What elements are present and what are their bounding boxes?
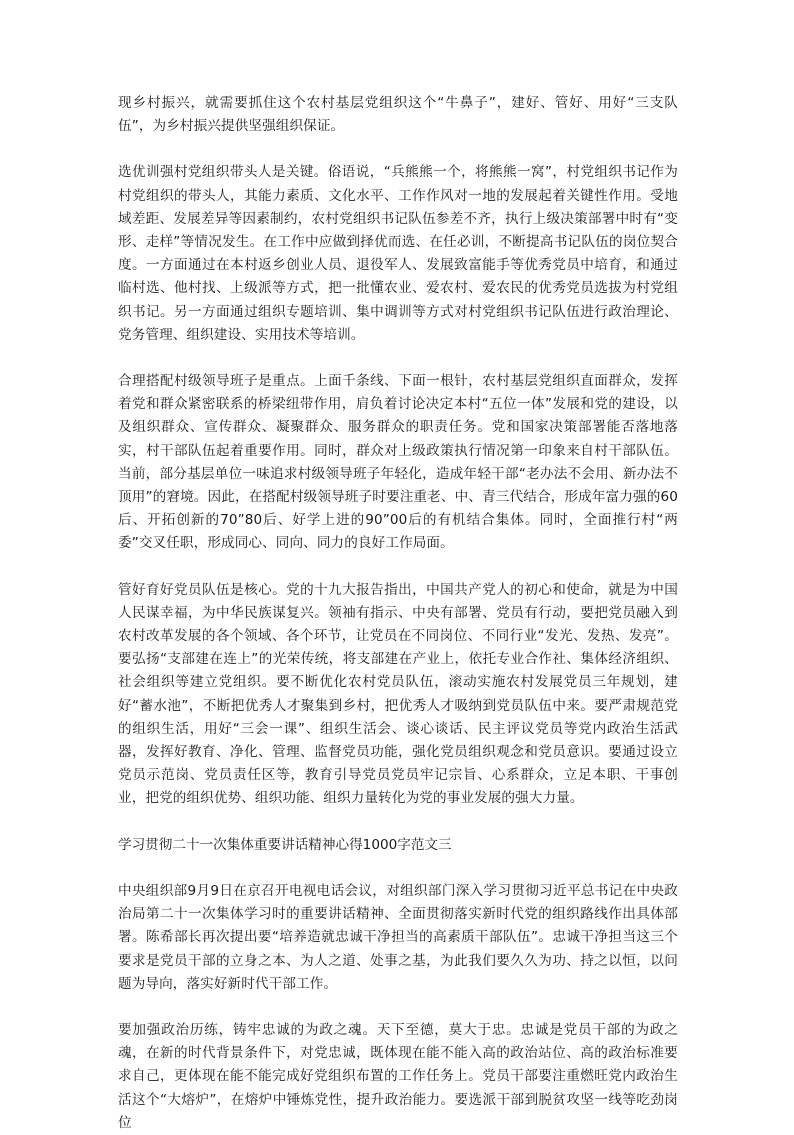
paragraph-party-members: 管好育好党员队伍是核心。党的十九大报告指出，中国共产党人的初心和使命，就是为中国人民谋幸福，为中华民族谋复兴。领袖有指示、中央有部署、党员有行动，要把党员融入到农村改革发展的各个领域、各个环节，让党员在不同岗位、不同行业“发光、发热、发亮”。要弘扬“支部建在连上”的光荣传统，将支部建在产业上，依托专业合作社、集体经济组织、社会组织等建立党组织。要不断优化农村党员队伍，滚动实施农村发展党员三年规划，建好“蓄水池”，不断把优秀人才聚集到乡村，把优秀人才吸纳到党员队伍中来。要严肃规范党的组织生活，用好“三会一课”、组织生活会、谈心谈话、民主评议党员等党内政治生活武器，发挥好教育、净化、管理、监督党员功能，强化党员组织观念和党员意识。要通过设立党员示范岗、党员责任区等，教育引导党员党员牢记宗旨、心系群众，立足本职、干事创业，把党的组织优势、组织功能、组织力量转化为党的事业发展的强大力量。 xyxy=(118,581,678,807)
paragraph-gap xyxy=(118,857,678,880)
paragraph-gap xyxy=(118,996,678,1019)
paragraph-leadership-team: 合理搭配村级领导班子是重点。上面千条线、下面一根针，农村基层党组织直面群众，发挥着党和群众紧密联系的桥梁纽带作用，肩负着讨论决定本村“五位一体”发展和党的建设，以及组织群众、宣传群众、凝聚群众、服务群众的职责任务。党和国家决策部署能否落地落实，村干部队伍起着重要作用。同时，群众对上级政策执行情况第一印象来自村干部队伍。当前，部分基层单位一味追求村级领导班子年轻化，造成年轻干部“老办法不会用、新办法不顶用”的窘境。因此，在搭配村级领导班子时要注重老、中、青三代结合，形成年富力强的60后、开拓创新的70”80后、好学上进的90”00后的有机结合集体。同时，全面推行村“两委”交叉任职，形成同心、同向、同力的良好工作局面。 xyxy=(118,373,678,552)
paragraph-village-secretary: 选优训强村党组织带头人是关键。俗语说，“兵熊熊一个，将熊熊一窝”，村党组织书记作为村党组织的带头人，其能力素质、文化水平、工作作风对一地的发展起着关键性作用。受地域差距、发展差异等因素制约，农村党组织书记队伍参差不齐，执行上级决策部署中时有“变形、走样”等情况发生。在工作中应做到择优而选、在任必训，不断提高书记队伍的岗位契合度。一方面通过在本村返乡创业人员、退役军人、发展致富能手等优秀党员中培育，和通过临村选、他村找、上级派等方式，把一批懂农业、爱农村、爱农民的优秀党员选拔为村党组织书记。另一方面通过组织专题培训、集中调训等方式对村党组织书记队伍进行政治理论、党务管理、组织建设、实用技术等培训。 xyxy=(118,164,678,343)
paragraph-gap xyxy=(118,138,678,161)
paragraph-central-org-meeting: 中央组织部9月9日在京召开电视电话会议，对组织部门深入学习贯彻习近平总书记在中央政治局第二十一次集体学习时的重要讲话精神、全面贯彻落实新时代党的组织路线作出具体部署。陈希部长再次提出要“培养造就忠诚干净担当的高素质干部队伍”。忠诚干净担当这三个要求是党员干部的立身之本、为人之道、处事之基，为此我们要久久为功、持之以恒，以问题为导向，落实好新时代干部工作。 xyxy=(118,882,678,992)
section-heading: 学习贯彻二十一次集体重要讲话精神心得1000字范文三 xyxy=(118,836,452,853)
paragraph-gap xyxy=(118,811,678,834)
paragraph-gap xyxy=(118,556,678,579)
paragraph-gap xyxy=(118,347,678,370)
paragraph-political-training: 要加强政治历练，铸牢忠诚的为政之魂。天下至德，莫大于忠。忠诚是党员干部的为政之魂，在新的时代背景条件下，对党忠诚，既体现在能不能入高的政治站位、高的政治标准要求自己，更体现在能不能完成好党组织布置的工作任务上。党员干部要注重燃旺党内政治生活这个“大熔炉”，在熔炉中锤炼党性，提升政治能力。要选派干部到脱贫攻坚一线等吃劲岗位 xyxy=(118,1021,678,1131)
paragraph-rural-revitalization: 现乡村振兴，就需要抓住这个农村基层党组织这个“牛鼻子”，建好、管好、用好“三支队伍”，为乡村振兴提供坚强组织保证。 xyxy=(118,95,678,135)
document-page xyxy=(118,92,678,1135)
